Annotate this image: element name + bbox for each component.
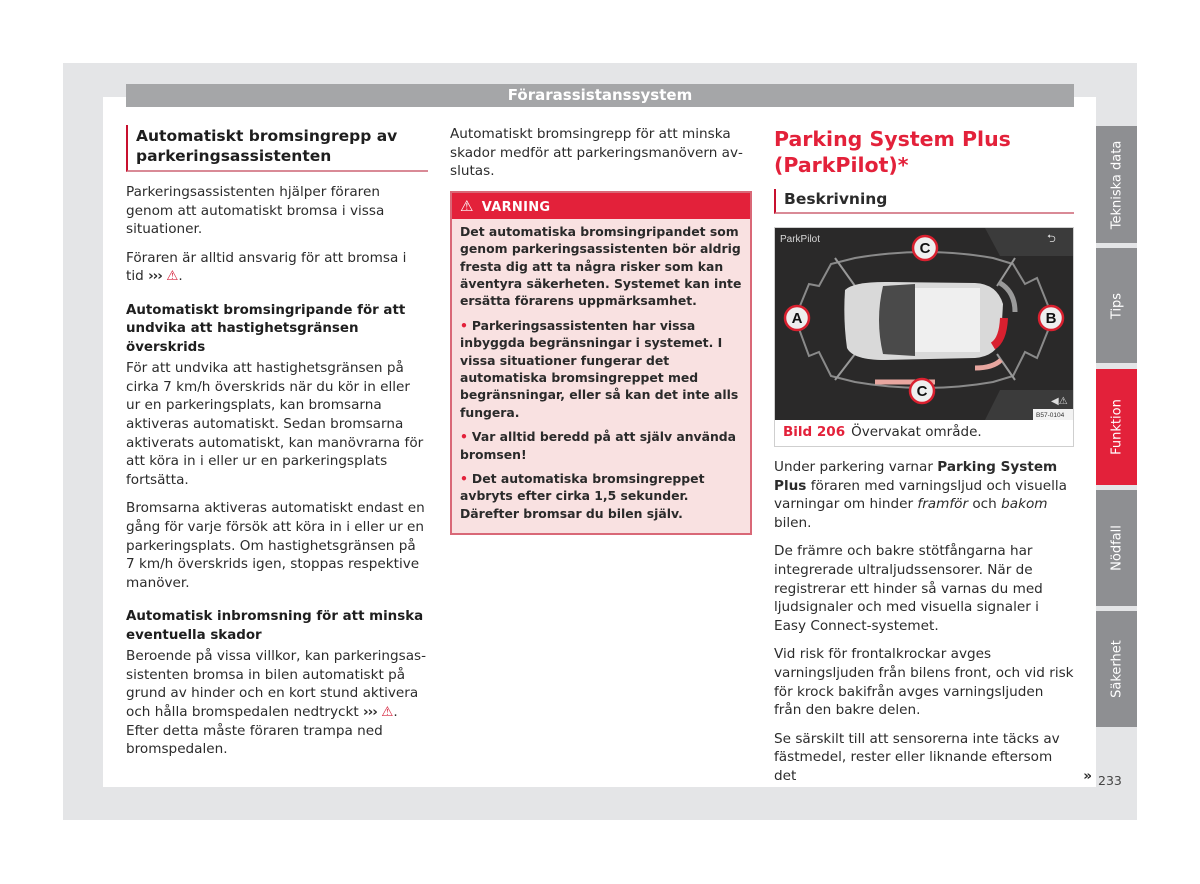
figure-number: Bild 206 bbox=[783, 424, 846, 440]
paragraph: Automatiskt bromsingrepp för att minska skador medför att parkeringsmanövern avslutas. bbox=[450, 126, 743, 180]
tab-tekniska-data[interactable]: Tekniska data bbox=[1096, 126, 1137, 243]
warning-bullet: • Var alltid beredd på att själv använda bromsen! bbox=[460, 429, 737, 462]
figure-caption bbox=[775, 420, 1073, 446]
bullet-icon: • bbox=[460, 471, 468, 487]
section-heading: Automatiskt bromsingrepp av parkeringsassistenten bbox=[126, 125, 428, 172]
subsection-heading: Automatiskt bromsingripande för att undvika att hastighetsgränsen överskrids bbox=[126, 302, 406, 355]
section-title: Parking System Plus (ParkPilot)* bbox=[774, 127, 1011, 177]
svg-text:A: A bbox=[791, 310, 803, 327]
warning-box bbox=[450, 191, 752, 536]
bullet-icon: • bbox=[460, 429, 468, 445]
tab-nodfall[interactable]: Nödfall bbox=[1096, 490, 1137, 606]
paragraph: De främre och bakre stötfångarna har integrerade ultraljudssensorer. När de registrerar ett hinder så varnas du med ljudsignaler och med visuella signaler i Easy Connect-systemet. bbox=[774, 543, 1043, 634]
svg-text:C: C bbox=[916, 383, 928, 400]
tab-tips[interactable]: Tips bbox=[1096, 248, 1137, 363]
reference-arrows-icon[interactable]: ››› bbox=[148, 268, 162, 285]
svg-text:C: C bbox=[919, 240, 931, 257]
parkpilot-screen-image bbox=[775, 228, 1073, 420]
warning-bullet: • Parkeringsassistenten har vissa inbyggda begränsningar i systemet. I vissa situationer fungerar det automatiska bromsingreppet med begränsningar, eller så kan det inte alls fungera. bbox=[460, 317, 739, 420]
bullet-icon: • bbox=[460, 317, 468, 333]
svg-text:⮌: ⮌ bbox=[1047, 232, 1056, 245]
page-number: 233 bbox=[1098, 773, 1122, 788]
warning-triangle-icon: ⚠ bbox=[381, 703, 394, 720]
parkpilot-diagram-icon bbox=[775, 228, 1073, 420]
svg-text:ParkPilot: ParkPilot bbox=[780, 234, 821, 245]
warning-bullet: • Det automatiska bromsingreppet avbryts efter cirka 1,5 sekunder. Därefter bromsar du bilen själv. bbox=[460, 471, 705, 521]
continue-arrow-icon[interactable]: » bbox=[1083, 767, 1092, 784]
svg-text:◀⚠: ◀⚠ bbox=[1051, 396, 1068, 407]
warning-body bbox=[452, 219, 750, 534]
warning-text: Det automatiska bromsingripandet som genom parkeringsassistenten bör aldrig fresta dig att ta några risker som kan äventyra säkerheten. Systemet kan inte ersätta förarens uppmärksamhet. bbox=[460, 223, 742, 309]
warning-triangle-icon: ⚠ bbox=[166, 268, 179, 285]
paragraph: Beroende på vissa villkor, kan parkeringsassistenten bromsa in bilen automatiskt på grund av hinder och en kort stund aktivera och hålla bromspedalen nedtryckt ››› ⚠. Efter detta måste föraren trampa ned bromspedalen. bbox=[126, 648, 427, 758]
reference-arrows-icon[interactable]: ››› bbox=[363, 703, 377, 720]
tab-funktion[interactable]: Funktion bbox=[1096, 369, 1137, 485]
tab-sakerhet[interactable]: Säkerhet bbox=[1096, 611, 1137, 727]
paragraph: Se särskilt till att sensorerna inte täcks av fästmedel, rester eller liknande eftersom det » bbox=[774, 730, 1092, 784]
subsection-heading: Beskrivning bbox=[774, 189, 1074, 214]
paragraph: Föraren är alltid ansvarig för att bromsa i tid ››› ⚠. bbox=[126, 249, 407, 285]
column-3 bbox=[774, 125, 1092, 796]
paragraph: Parkeringsassistenten hjälper föraren genom att automatiskt bromsa i vissa situationer. bbox=[126, 184, 385, 238]
column-1 bbox=[126, 125, 428, 769]
chapter-header: Förarassistanssystem bbox=[126, 84, 1074, 107]
column-2 bbox=[450, 125, 752, 535]
paragraph: Bromsarna aktiveras automatiskt endast en gång för varje försök att köra in i eller ur en parkeringsplats. Om hastighetsgränsen på 7 km/h överskrids igen, stoppas respektive manöver. bbox=[126, 500, 425, 591]
paragraph: Vid risk för frontalkrockar avges varningsljuden från bilens front, och vid risk för krock bakifrån avges varningsljuden från den bakre delen. bbox=[774, 646, 1074, 719]
subsection-heading: Automatisk inbromsning för att minska eventuella skador bbox=[126, 609, 424, 643]
svg-text:B: B bbox=[1045, 310, 1057, 327]
svg-text:B57-0104: B57-0104 bbox=[1036, 412, 1065, 419]
paragraph: För att undvika att hastighetsgränsen på cirka 7 km/h överskrids när du kör in eller ur en parkeringsplats, kan bromsarna aktiveras automatiskt. Sedan bromsarna aktiverats automatiskt, kan manövrarna för att köra in i eller ur en parkeringsplats fortsätta. bbox=[126, 360, 424, 488]
figure bbox=[774, 227, 1074, 447]
figure-caption-text: Övervakat område. bbox=[851, 424, 982, 440]
warning-triangle-icon: ⚠ bbox=[460, 196, 474, 215]
warning-header: ⚠ VARNING bbox=[452, 193, 750, 219]
paragraph: Under parkering varnar Parking System Plus föraren med varningsljud och visuella varningar om hinder framför och bakom bilen. bbox=[774, 459, 1067, 531]
